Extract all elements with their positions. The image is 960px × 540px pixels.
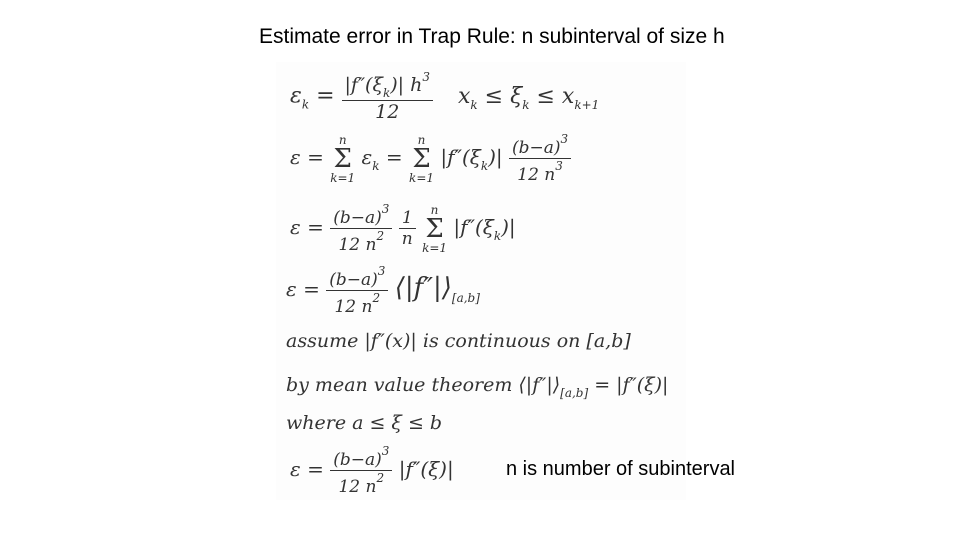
handwritten-derivation-image (276, 62, 686, 500)
assumption-line: assume |f″(x)| is continuous on [a,b] (286, 330, 631, 352)
mean-value-form-equation: ε = $\frac{(b-a)^3}{12 n^2}$ $⟨|f''|⟩_{[a,b]}$ (286, 264, 480, 317)
total-error-sum-equation: ε = n Σ k=1 $\varepsilon_k$ = n Σ k=1 $|f''(\xi_k)|$ $\frac{(b-a)^3}{12 n^3}$ (290, 132, 571, 185)
average-form-equation: ε = $\frac{(b-a)^3}{12 n^2}$ $\frac{1}{n}$ n Σ k=1 $|f''(\xi_k)|$ (290, 202, 516, 255)
mean-value-theorem-line: by mean value theorem $⟨|f''|⟩_{[a,b]} = |f''(\xi)|$ (286, 374, 669, 400)
slide-title: Estimate error in Trap Rule: n subinterval of size h (259, 25, 725, 48)
final-error-equation: ε = $\frac{(b-a)^3}{12 n^2}$ |f″(ξ)| (290, 444, 454, 497)
xi-range-line: where a ≤ ξ ≤ b (286, 412, 443, 434)
subinterval-note: n is number of subinterval (506, 458, 736, 480)
error-per-subinterval-equation: $\varepsilon_k$ = $\frac{|f''(\xi_k)| h^3}{12}$ $x_k \le \xi_k \le x_{k+1}$ (290, 70, 600, 123)
